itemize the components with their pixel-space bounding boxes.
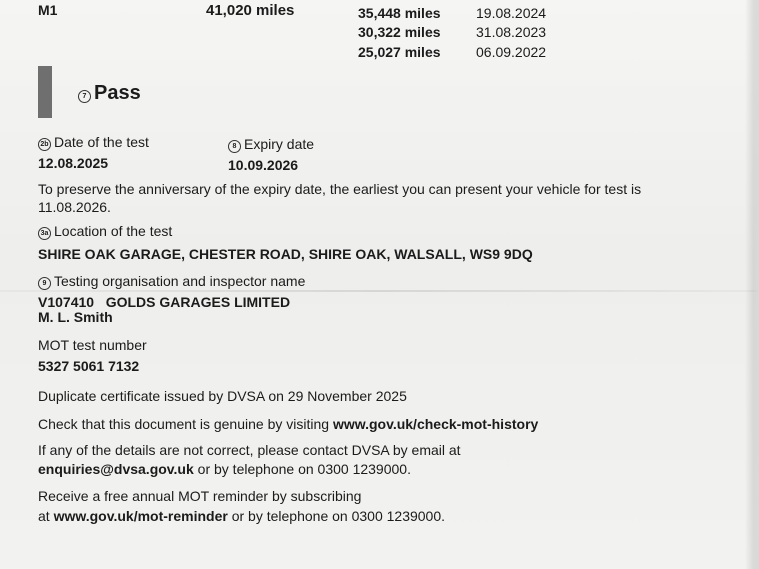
contact-note-line2: enquiries@dvsa.gov.uk or by telephone on 0300 1239000. [38, 461, 411, 477]
inspector-name: M. L. Smith [38, 309, 113, 325]
test-date-label: 2b Date of the test [38, 134, 149, 151]
result-label: Pass [94, 82, 141, 104]
history-mileage-2: 30,322 miles [358, 24, 441, 40]
reminder-note-line1: Receive a free annual MOT reminder by subscribing [38, 488, 362, 504]
field-marker-icon: 3a [38, 227, 51, 240]
paper-fold [0, 290, 759, 292]
field-marker-icon: 7 [78, 90, 91, 103]
history-date-3: 06.09.2022 [476, 44, 547, 60]
current-mileage: 41,020 miles [206, 2, 295, 19]
result-bar [38, 66, 52, 118]
check-mot-history-link: www.gov.uk/check-mot-history [332, 416, 539, 432]
result [78, 82, 141, 105]
history-code: M1 [38, 2, 58, 18]
history-date-2: 31.08.2023 [476, 24, 547, 40]
expiry-date-value: 10.09.2026 [228, 157, 299, 173]
reminder-note-line2: at www.gov.uk/mot-reminder or by telephone on 0300 1239000. [38, 508, 446, 524]
history-mileage-1: 35,448 miles [358, 5, 441, 21]
history-date-1: 19.08.2024 [476, 5, 547, 21]
organisation-value: V107410 GOLDS GARAGES LIMITED [38, 294, 291, 310]
location-value: SHIRE OAK GARAGE, CHESTER ROAD, SHIRE OAK, WALSALL, WS9 9DQ [38, 246, 533, 262]
field-marker-icon: 8 [228, 140, 241, 153]
history-mileage-3: 25,027 miles [358, 44, 441, 60]
expiry-date-label: 8 Expiry date [228, 136, 314, 153]
mot-number-value: 5327 5061 7132 [38, 358, 140, 374]
anniversary-note-line2: 11.08.2026. [38, 199, 111, 215]
check-note: Check that this document is genuine by visiting www.gov.uk/check-mot-history [38, 416, 539, 432]
contact-note-line1: If any of the details are not correct, please contact DVSA by email at [38, 442, 461, 458]
location-label: 3a Location of the test [38, 223, 172, 240]
field-marker-icon: 9 [38, 277, 51, 290]
test-date-value: 12.08.2025 [38, 155, 109, 171]
field-marker-icon: 2b [38, 138, 51, 151]
mot-number-label: MOT test number [38, 337, 147, 353]
paper-edge [745, 0, 759, 569]
organisation-label: 9 Testing organisation and inspector name [38, 273, 305, 290]
duplicate-note: Duplicate certificate issued by DVSA on 29 November 2025 [38, 388, 407, 404]
anniversary-note-line1: To preserve the anniversary of the expiry date, the earliest you can present your vehicle for test is [38, 181, 642, 197]
mot-reminder-link: www.gov.uk/mot-reminder [53, 508, 228, 524]
contact-email: enquiries@dvsa.gov.uk [38, 461, 194, 477]
